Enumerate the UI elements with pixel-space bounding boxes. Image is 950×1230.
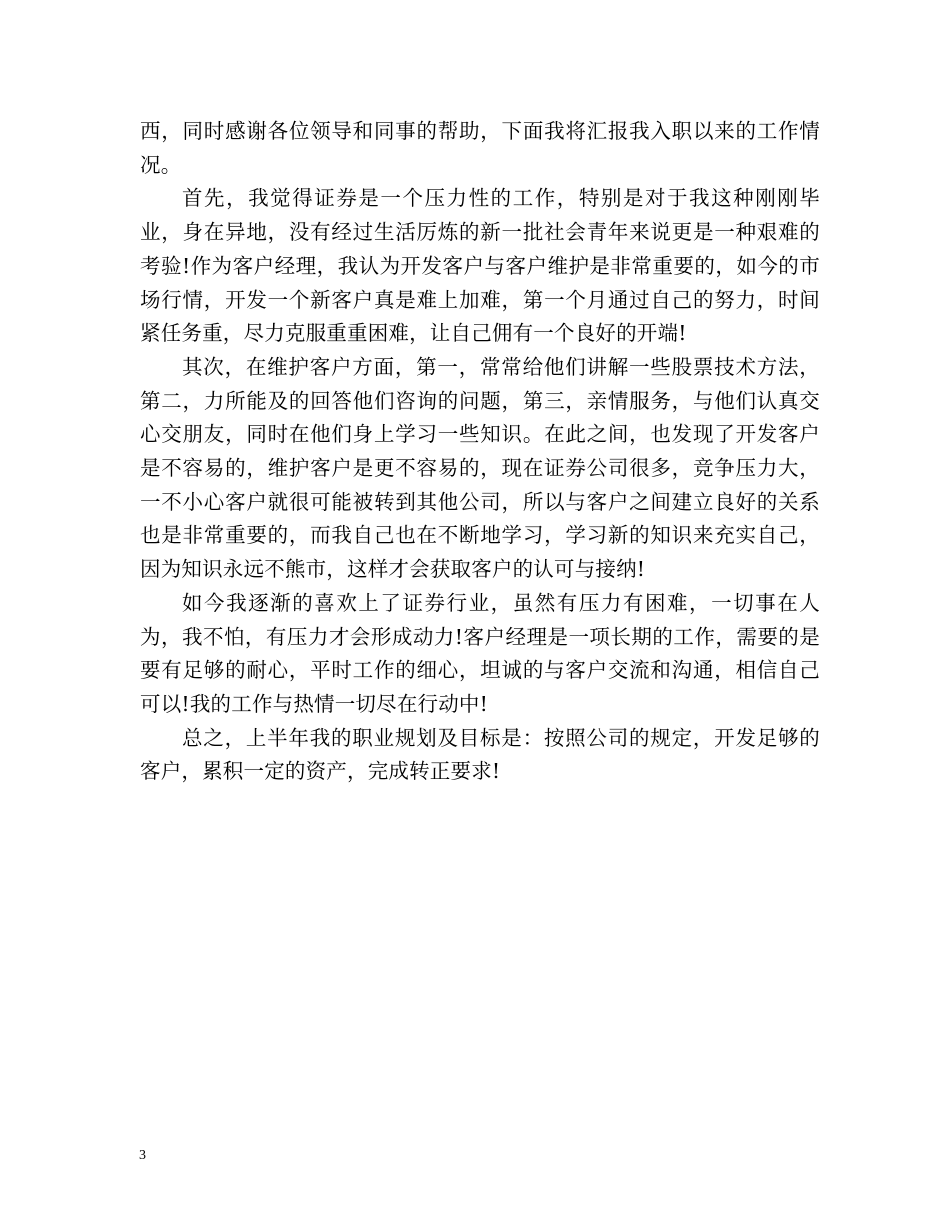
paragraph-industry-attitude: 如今我逐渐的喜欢上了证券行业，虽然有压力有困难，一切事在人为，我不怕，有压力才会形成动力!客户经理是一项长期的工作，需要的是要有足够的耐心，平时工作的细心，坦诚的与客户交流和沟通，相信自己可以!我的工作与热情一切尽在行动中! <box>140 590 820 716</box>
paragraph-continuation: 西，同时感谢各位领导和同事的帮助，下面我将汇报我入职以来的工作情况。 <box>140 119 820 177</box>
page-number: 3 <box>139 1148 146 1163</box>
paragraph-conclusion: 总之，上半年我的职业规划及目标是：按照公司的规定，开发足够的客户，累积一定的资产，完成转正要求! <box>140 725 820 784</box>
paragraph-pressure: 首先，我觉得证券是一个压力性的工作，特别是对于我这种刚刚毕业，身在异地，没有经过生活厉炼的新一批社会青年来说更是一种艰难的考验!作为客户经理，我认为开发客户与客户维护是非常重要的，如今的市场行情，开发一个新客户真是难上加难，第一个月通过自己的努力，时间紧任务重，尽力克服重重困难，让自己佣有一个良好的开端! <box>140 186 820 346</box>
document-body <box>140 115 820 789</box>
paragraph-client-maintenance: 其次，在维护客户方面，第一，常常给他们讲解一些股票技术方法，第二，力所能及的回答他们咨询的问题，第三，亲情服务，与他们认真交心交朋友，同时在他们身上学习一些知识。在此之间，也发现了开发客户是不容易的，维护客户是更不容易的，现在证券公司很多，竞争压力大，一不小心客户就很可能被转到其他公司，所以与客户之间建立良好的关系也是非常重要的，而我自己也在不断地学习，学习新的知识来充实自己，因为知识永远不熊市，这样才会获取客户的认可与接纳! <box>140 354 820 582</box>
